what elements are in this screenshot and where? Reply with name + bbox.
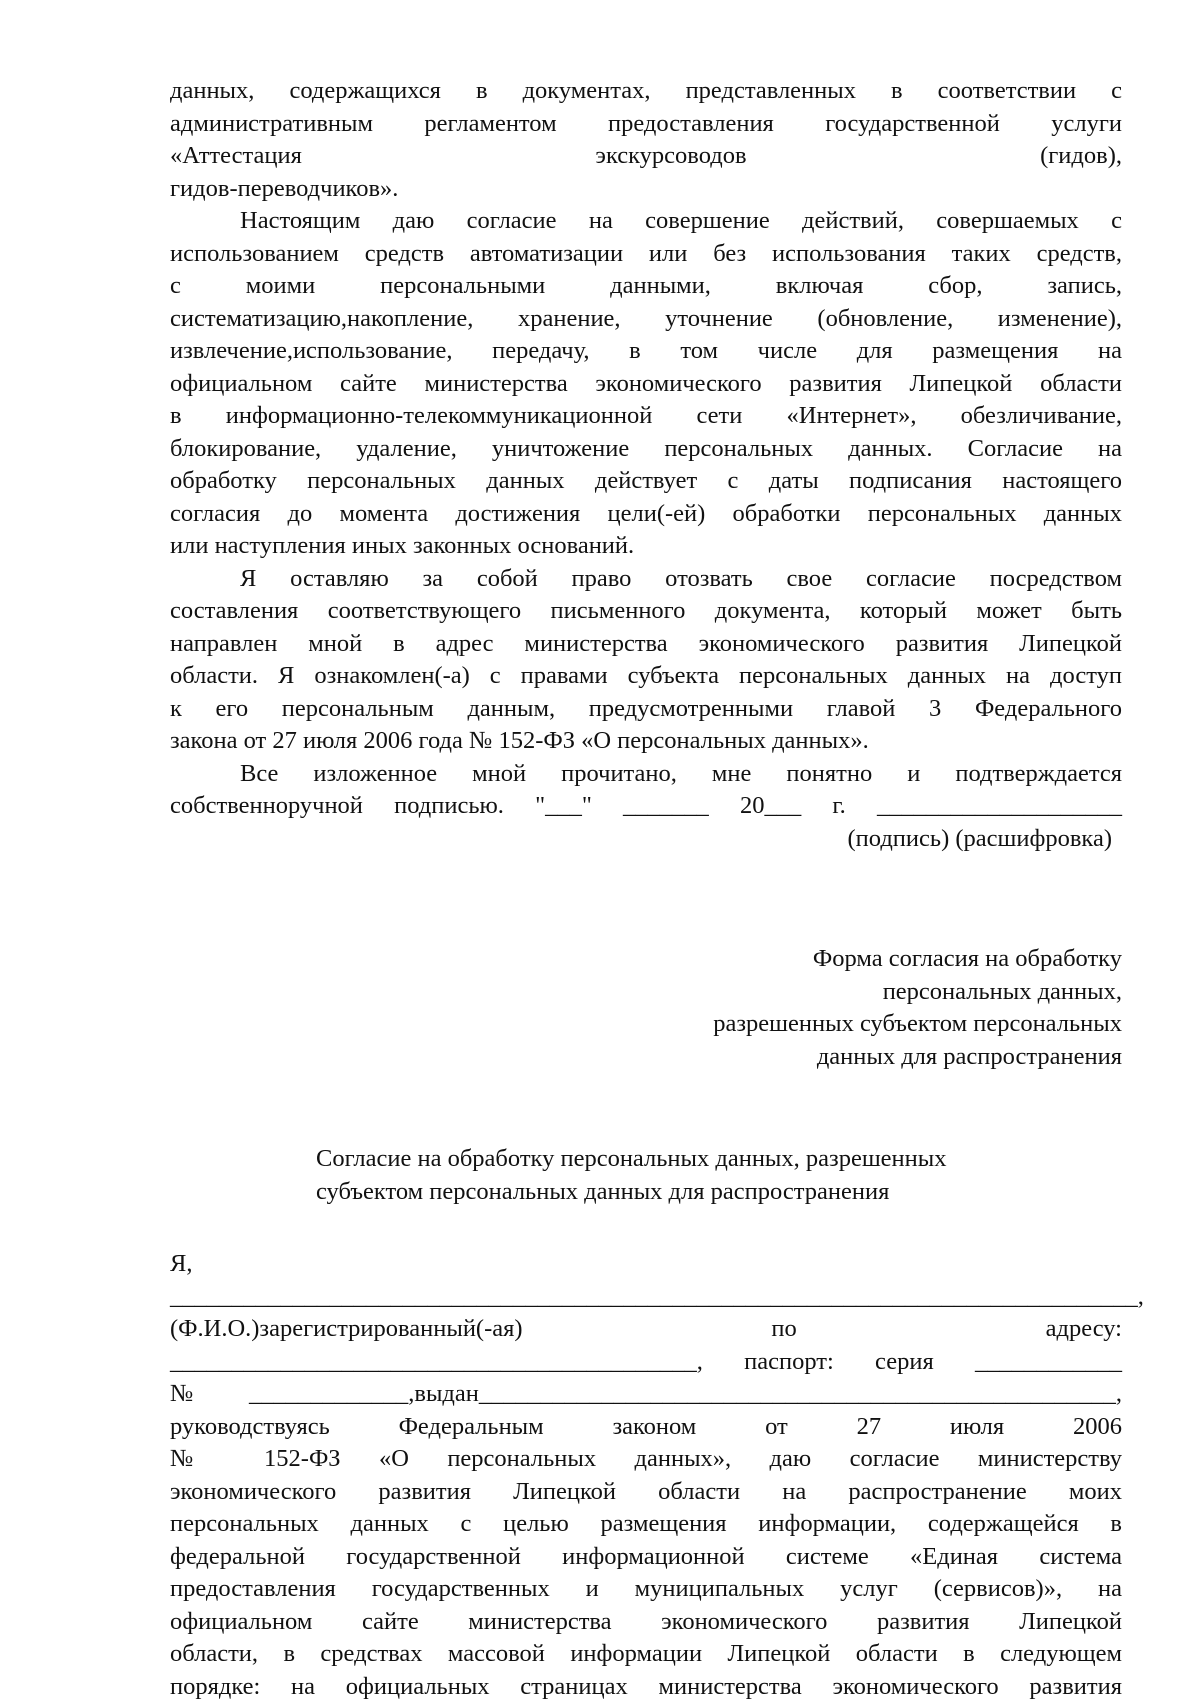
fio-field[interactable]: _______________________________________________________________________________, bbox=[170, 1281, 1122, 1314]
form-header-line: разрешенных субъектом персональных bbox=[170, 1008, 1122, 1041]
passport-field[interactable]: ___________________________________________, паспорт: серия ____________ bbox=[170, 1346, 1122, 1379]
text-line: официальном сайте министерства экономического развития Липецкой bbox=[170, 1606, 1122, 1639]
text-line: федеральной государственной информационной системе «Единая система bbox=[170, 1541, 1122, 1574]
text-line: обработку персональных данных действует с даты подписания настоящего bbox=[170, 465, 1122, 498]
paragraph-consent bbox=[170, 205, 1122, 563]
text-line: области, в средствах массовой информации Липецкой области в следующем bbox=[170, 1638, 1122, 1671]
signature-date-line: собственноручной подписью. "___" _______ 20___ г. ____________________ bbox=[170, 790, 1122, 823]
text-line: Все изложенное мной прочитано, мне понятно и подтверждается bbox=[170, 758, 1122, 791]
text-line: к его персональным данным, предусмотренными главой 3 Федерального bbox=[170, 693, 1122, 726]
form-header-line: персональных данных, bbox=[170, 976, 1122, 1009]
text-line: экономического развития Липецкой области на распространение моих bbox=[170, 1476, 1122, 1509]
text-line: составления соответствующего письменного документа, который может быть bbox=[170, 595, 1122, 628]
text-line: с моими персональными данными, включая сбор, запись, bbox=[170, 270, 1122, 303]
text-line: блокирование, удаление, уничтожение персональных данных. Согласие на bbox=[170, 433, 1122, 466]
text-line: направлен мной в адрес министерства экономического развития Липецкой bbox=[170, 628, 1122, 661]
text-line: или наступления иных законных оснований. bbox=[170, 530, 1122, 563]
text-line: порядке: на официальных страницах министерства экономического развития bbox=[170, 1671, 1122, 1703]
text-line: согласия до момента достижения цели(-ей) обработки персональных данных bbox=[170, 498, 1122, 531]
text-line: использованием средств автоматизации или без использования таких средств, bbox=[170, 238, 1122, 271]
text-line: закона от 27 июля 2006 года № 152-ФЗ «О персональных данных». bbox=[170, 725, 1122, 758]
form-title-line: субъектом персональных данных для распространения bbox=[170, 1176, 1122, 1209]
signature-caption: (подпись) (расшифровка) bbox=[170, 823, 1122, 856]
text-line: «Аттестация экскурсоводов (гидов), bbox=[170, 140, 1122, 173]
form-ya: Я, bbox=[170, 1248, 1122, 1281]
form-header-line: данных для распространения bbox=[170, 1041, 1122, 1074]
text-line: Настоящим даю согласие на совершение действий, совершаемых с bbox=[170, 205, 1122, 238]
form-body bbox=[170, 1248, 1122, 1703]
form-title-line: Согласие на обработку персональных данных, разрешенных bbox=[170, 1143, 1122, 1176]
text-line: предоставления государственных и муниципальных услуг (сервисов)», на bbox=[170, 1573, 1122, 1606]
text-line: № 152-ФЗ «О персональных данных», даю согласие министерству bbox=[170, 1443, 1122, 1476]
text-line: Я оставляю за собой право отозвать свое согласие посредством bbox=[170, 563, 1122, 596]
text-line: руководствуясь Федеральным законом от 27 июля 2006 bbox=[170, 1411, 1122, 1444]
issued-field[interactable]: №_____________,выдан____________________________________________________, bbox=[170, 1378, 1122, 1411]
text-line: административным регламентом предоставления государственной услуги bbox=[170, 108, 1122, 141]
text-line: персональных данных с целью размещения информации, содержащейся в bbox=[170, 1508, 1122, 1541]
form-header bbox=[170, 943, 1122, 1073]
text-line: официальном сайте министерства экономического развития Липецкой области bbox=[170, 368, 1122, 401]
text-line: извлечение,использование, передачу, в том числе для размещения на bbox=[170, 335, 1122, 368]
document-page bbox=[170, 75, 1122, 1703]
text-line: гидов-переводчиков». bbox=[170, 173, 1122, 206]
text-line: систематизацию,накопление, хранение, уточнение (обновление, изменение), bbox=[170, 303, 1122, 336]
form-title bbox=[170, 1143, 1122, 1208]
text-line: данных, содержащихся в документах, представленных в соответствии с bbox=[170, 75, 1122, 108]
text-line: области. Я ознакомлен(-а) с правами субъекта персональных данных на доступ bbox=[170, 660, 1122, 693]
form-header-line: Форма согласия на обработку bbox=[170, 943, 1122, 976]
paragraph-confirm bbox=[170, 758, 1122, 856]
text-line: в информационно-телекоммуникационной сети «Интернет», обезличивание, bbox=[170, 400, 1122, 433]
paragraph-continuation bbox=[170, 75, 1122, 205]
address-label: (Ф.И.О.)зарегистрированный(-ая) по адресу: bbox=[170, 1313, 1122, 1346]
paragraph-revoke bbox=[170, 563, 1122, 758]
